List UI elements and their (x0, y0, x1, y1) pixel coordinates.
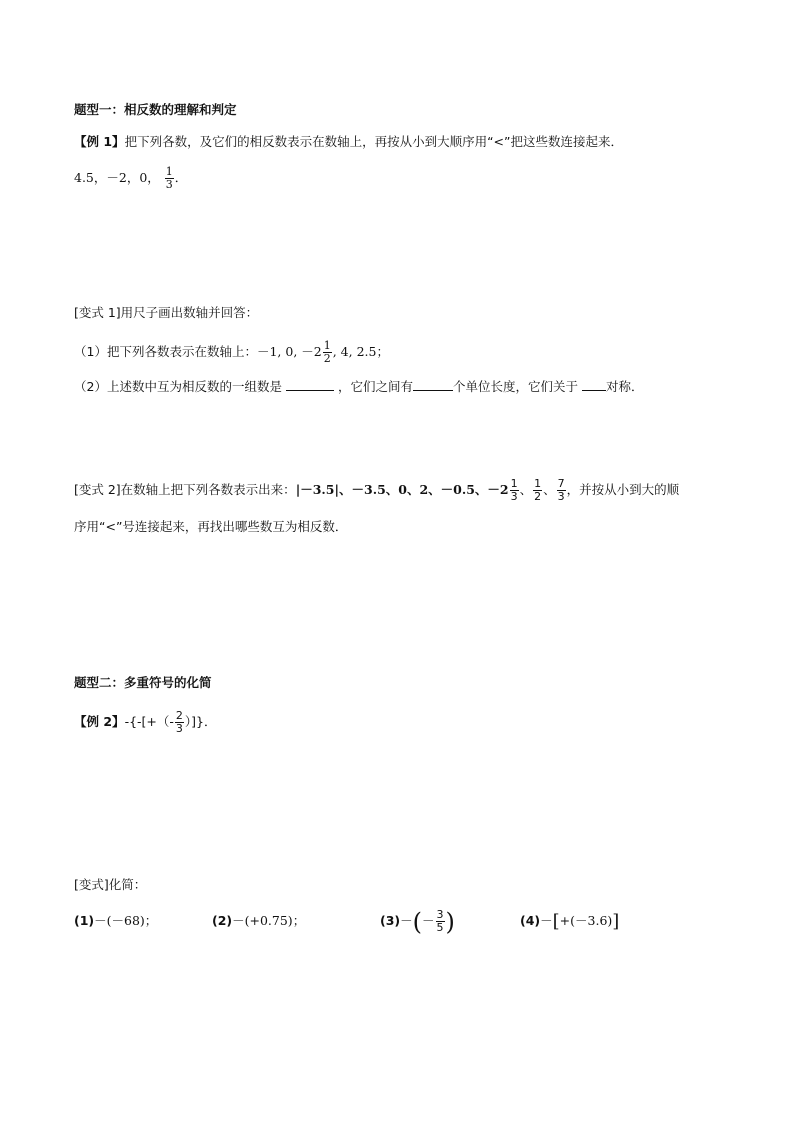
fraction-one-half: $\frac{1}{2}$ (323, 339, 331, 365)
variant-simplify-title: [变式]化简： (74, 877, 147, 892)
answer-blank-3[interactable] (582, 378, 606, 391)
section-heading-type1: 题型一：相反数的理解和判定 (74, 102, 237, 117)
example1-numbers: 4.5，－2，0， $\frac{1}{3}$ ． (74, 165, 188, 191)
section-heading-type2: 题型二：多重符号的化简 (74, 675, 212, 690)
fraction-one-third-b: $\frac{1}{3}$ (510, 477, 518, 503)
fraction-one-third: $\frac{1}{3}$ (165, 165, 173, 191)
problem-1: (1)－(－68)； (74, 913, 158, 928)
variant2-line2: 序用“<”号连接起来，再找出哪些数互为相反数． (74, 519, 348, 534)
fraction-one-half-b: $\frac{1}{2}$ (534, 477, 542, 503)
problem-2: (2)－(+0.75)； (212, 913, 306, 928)
fraction-seven-thirds: $\frac{7}{3}$ (557, 477, 565, 503)
example1-label: 【例 1】 (74, 134, 125, 149)
variant1-title: [变式 1]用尺子画出数轴并回答： (74, 305, 259, 320)
answer-blank-2[interactable] (413, 378, 453, 391)
example2-label: 【例 2】 (74, 714, 125, 729)
variant1-q1: （1）把下列各数表示在数轴上：－1, 0, －2 $\frac{1}{2}$ , 4, 2.5； (74, 339, 389, 365)
answer-blank-1[interactable] (286, 378, 334, 391)
variant1-q2: （2）上述数中互为相反数的一组数是 ，它们之间有 个单位长度，它们关于 对称． (74, 379, 644, 394)
fraction-three-fifths: $\frac{3}{5}$ (436, 908, 444, 934)
variant2-line1: [变式 2]在数轴上把下列各数表示出来：|－3.5|、－3.5、0、2、－0.5、－2 $\frac{1}{3}$ 、 $\frac{1}{2}$ 、 $\frac{7}{3}$ ，并按从小到大的顺 (74, 477, 680, 503)
example1-text: 把下列各数，及它们的相反数表示在数轴上，再按从小到大顺序用“<”把这些数连接起来． (124, 134, 623, 149)
example2-question: 【例 2】-{-[+（- $\frac{2}{3}$ ）]}． (74, 709, 217, 735)
example1-question (74, 133, 623, 151)
problem-4: (4)－[+(－3.6)] (520, 910, 620, 932)
problem-3: (3)－(－ $\frac{3}{5}$ ) (380, 907, 455, 936)
fraction-two-thirds: $\frac{2}{3}$ (175, 709, 183, 735)
